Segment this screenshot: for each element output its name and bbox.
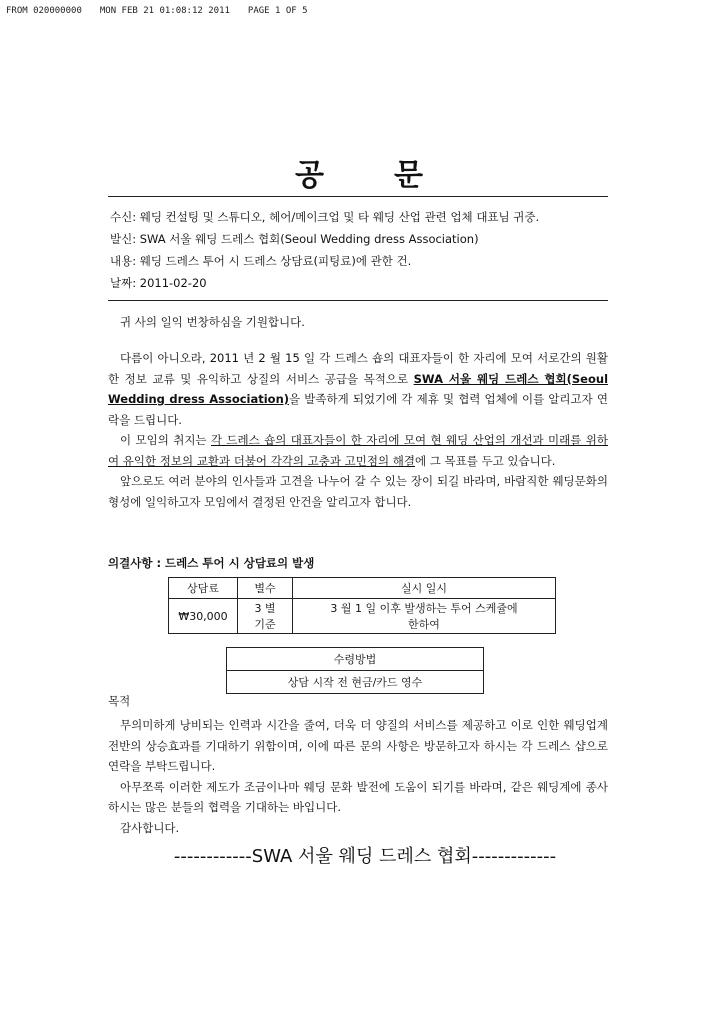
greeting: 귀 사의 일익 번창하심을 기원합니다. (120, 315, 305, 329)
body2-underlined: 각 드레스 숍의 대표자들이 한 자리에 모여 현 웨딩 산업의 개선과 미래를 위하여 유익한 정보의 교환과 더불어 각각의 고충과 고민점의 해결 (108, 433, 608, 468)
title-char-2: 문 (394, 158, 425, 193)
body1-text-b: 을 발족하게 되었기에 각 제휴 및 협력 업체에 이를 알리고자 연락을 드립니다. (108, 392, 608, 427)
document-title (0, 150, 720, 194)
body-paragraph-2 (108, 430, 608, 471)
body-section (108, 348, 608, 512)
memo-header (110, 206, 610, 294)
signoff: ------------SWA 서울 웨딩 드레스 협회------------- (173, 846, 557, 867)
thanks-line: 감사합니다. (120, 820, 180, 835)
fee-header: 상담료 (169, 578, 238, 599)
schedule-line-2: 한하여 (408, 618, 440, 631)
schedule-line-1: 3 월 1 일 이후 발생하는 투어 스케쥴에 (330, 602, 518, 615)
subject-line: 내용: 웨딩 드레스 투어 시 드레스 상담료(피팅료)에 관한 건. (110, 254, 412, 268)
resolution-title: 의결사항 : 드레스 투어 시 상담료의 발생 (108, 556, 315, 570)
basis-header: 별수 (238, 578, 293, 599)
body2-text-a: 이 모임의 취지는 (120, 433, 211, 447)
basis-line-2: 기준 (254, 618, 276, 631)
purpose-label: 목적 (108, 694, 131, 708)
divider-top (108, 196, 608, 197)
body-paragraph-3: 앞으로도 여러 분야의 인사들과 고견을 나누어 갈 수 있는 장이 되길 바라며, 바람직한 웨딩문화의 형성에 일익하고자 모임에서 결정된 안건을 알리고자 합니다. (108, 474, 608, 509)
purpose-paragraph-1: 무의미하게 낭비되는 인력과 시간을 줄여, 더욱 더 양질의 서비스를 제공하고 이로 인한 웨딩업계 전반의 상승효과를 기대하기 위함이며, 이에 따른 문의 사항은 방문하고자 하시는 각 드레스 샵으로 연락을 부탁드립니다. (108, 718, 608, 773)
payment-header: 수령방법 (227, 648, 484, 671)
fax-header (6, 6, 326, 16)
purpose-paragraph-2: 아무쪼록 이러한 제도가 조금이나마 웨딩 문화 발전에 도움이 되기를 바라며, 같은 웨딩계에 종사하시는 많은 분들의 협력을 기대하는 바입니다. (108, 779, 608, 814)
body2-text-b: 에 그 목표를 두고 있습니다. (414, 453, 556, 468)
payment-value: 상담 시작 전 현금/카드 영수 (227, 671, 484, 694)
purpose-section (108, 715, 608, 838)
fee-table (168, 577, 556, 634)
fee-value: ₩30,000 (169, 599, 238, 634)
fax-page: PAGE 1 OF 5 (247, 6, 308, 16)
body-paragraph-1 (108, 348, 608, 430)
date-line: 날짜: 2011-02-20 (110, 276, 207, 290)
payment-table (226, 647, 484, 694)
sender-line: 발신: SWA 서울 웨딩 드레스 협회(Seoul Wedding dress Association) (110, 232, 479, 246)
greeting-paragraph (108, 312, 608, 333)
association-name: SWA 서울 웨딩 드레스 협회(Seoul Wedding dress Association) (108, 371, 609, 406)
fee-table-header-row (169, 578, 556, 599)
divider-bottom (108, 300, 608, 301)
fax-from: FROM 020000000 (6, 6, 82, 16)
title-char-1: 공 (295, 158, 326, 193)
fee-table-row (169, 599, 556, 634)
basis-line-1: 3 별 (254, 602, 276, 615)
schedule-value (293, 599, 556, 634)
recipient-line: 수신: 웨딩 컨설팅 및 스튜디오, 헤어/메이크업 및 타 웨딩 산업 관련 업체 대표님 귀중. (110, 210, 540, 224)
schedule-header: 실시 일시 (293, 578, 556, 599)
body1-text-a: 다름이 아니오라, 2011 년 2 월 15 일 각 드레스 숍의 대표자들이 한 자리에 모여 서로간의 원활한 정보 교류 및 유익하고 상질의 서비스 공급을 목적으로 (108, 351, 608, 386)
fax-datetime: MON FEB 21 01:08:12 2011 (99, 6, 230, 16)
basis-value (238, 599, 293, 634)
